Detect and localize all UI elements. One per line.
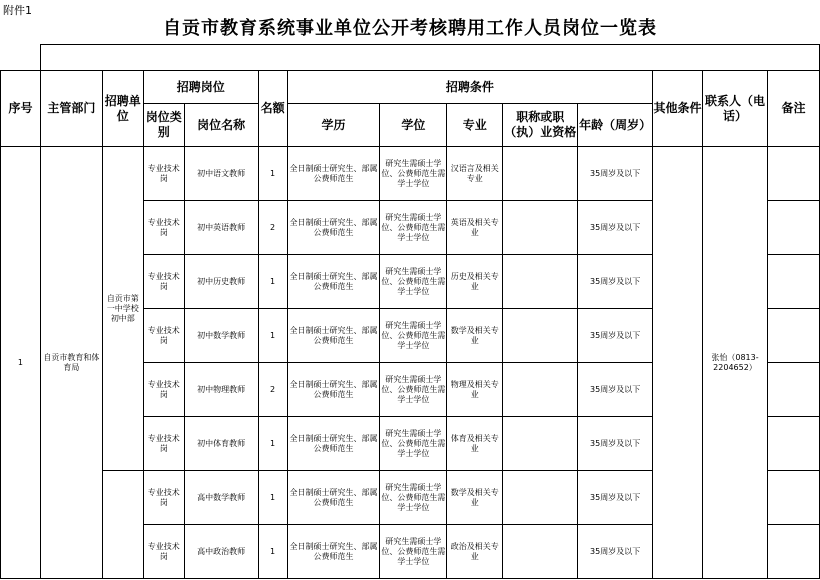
cell-pos-name: 高中政治教师 bbox=[184, 525, 258, 579]
cell-degree: 研究生需硕士学位、公费师范生需学士学位 bbox=[380, 525, 447, 579]
table-row bbox=[1, 147, 820, 201]
cell-degree: 研究生需硕士学位、公费师范生需学士学位 bbox=[380, 309, 447, 363]
cell-major: 物理及相关专业 bbox=[447, 363, 503, 417]
cell-quota: 1 bbox=[258, 255, 287, 309]
cell-remarks bbox=[767, 147, 819, 201]
cell-degree: 研究生需硕士学位、公费师范生需学士学位 bbox=[380, 363, 447, 417]
cell-remarks bbox=[767, 417, 819, 471]
cell-age: 35周岁及以下 bbox=[578, 525, 653, 579]
cell-degree: 研究生需硕士学位、公费师范生需学士学位 bbox=[380, 201, 447, 255]
cell-pos-name: 初中物理教师 bbox=[184, 363, 258, 417]
header-major: 专业 bbox=[447, 104, 503, 147]
cell-title-qual bbox=[503, 147, 578, 201]
header-seq: 序号 bbox=[1, 71, 41, 147]
header-row-1 bbox=[1, 71, 820, 104]
cell-age: 35周岁及以下 bbox=[578, 147, 653, 201]
cell-education: 全日制硕士研究生、部属公费师范生 bbox=[287, 525, 380, 579]
spacer-row bbox=[1, 45, 820, 71]
cell-major: 数学及相关专业 bbox=[447, 471, 503, 525]
cell-pos-type: 专业技术岗 bbox=[143, 363, 184, 417]
cell-age: 35周岁及以下 bbox=[578, 363, 653, 417]
cell-age: 35周岁及以下 bbox=[578, 255, 653, 309]
cell-remarks bbox=[767, 363, 819, 417]
cell-pos-name: 高中数学教师 bbox=[184, 471, 258, 525]
cell-pos-type: 专业技术岗 bbox=[143, 201, 184, 255]
group-contact: 张怡（0813-2204652） bbox=[703, 147, 768, 579]
cell-pos-type: 专业技术岗 bbox=[143, 471, 184, 525]
annex-label: 附件1 bbox=[3, 4, 32, 17]
cell-pos-name: 初中语文教师 bbox=[184, 147, 258, 201]
cell-pos-type: 专业技术岗 bbox=[143, 309, 184, 363]
cell-remarks bbox=[767, 525, 819, 579]
header-remarks: 备注 bbox=[767, 71, 819, 147]
cell-education: 全日制硕士研究生、部属公费师范生 bbox=[287, 417, 380, 471]
cell-degree: 研究生需硕士学位、公费师范生需学士学位 bbox=[380, 417, 447, 471]
cell-education: 全日制硕士研究生、部属公费师范生 bbox=[287, 201, 380, 255]
cell-major: 数学及相关专业 bbox=[447, 309, 503, 363]
cell-other bbox=[653, 147, 703, 579]
header-age: 年龄（周岁） bbox=[578, 104, 653, 147]
cell-education: 全日制硕士研究生、部属公费师范生 bbox=[287, 255, 380, 309]
cell-degree: 研究生需硕士学位、公费师范生需学士学位 bbox=[380, 255, 447, 309]
cell-remarks bbox=[767, 309, 819, 363]
cell-quota: 1 bbox=[258, 309, 287, 363]
group-unit: 自贡市第一中学校初中部 bbox=[102, 147, 143, 471]
cell-pos-name: 初中数学教师 bbox=[184, 309, 258, 363]
cell-remarks bbox=[767, 255, 819, 309]
cell-age: 35周岁及以下 bbox=[578, 417, 653, 471]
cell-quota: 1 bbox=[258, 147, 287, 201]
cell-pos-type: 专业技术岗 bbox=[143, 255, 184, 309]
header-education: 学历 bbox=[287, 104, 380, 147]
cell-major: 英语及相关专业 bbox=[447, 201, 503, 255]
cell-degree: 研究生需硕士学位、公费师范生需学士学位 bbox=[380, 147, 447, 201]
cell-education: 全日制硕士研究生、部属公费师范生 bbox=[287, 471, 380, 525]
cell-major: 汉语言及相关专业 bbox=[447, 147, 503, 201]
header-pos-name: 岗位名称 bbox=[184, 104, 258, 147]
cell-title-qual bbox=[503, 201, 578, 255]
positions-table bbox=[0, 44, 820, 579]
header-title-qual: 职称或职（执）业资格 bbox=[503, 104, 578, 147]
cell-age: 35周岁及以下 bbox=[578, 471, 653, 525]
cell-title-qual bbox=[503, 255, 578, 309]
page-title: 自贡市教育系统事业单位公开考核聘用工作人员岗位一览表 bbox=[163, 18, 657, 39]
cell-pos-name: 初中英语教师 bbox=[184, 201, 258, 255]
header-positions: 招聘岗位 bbox=[143, 71, 258, 104]
cell-title-qual bbox=[503, 309, 578, 363]
cell-title-qual bbox=[503, 363, 578, 417]
group-dept: 自贡市教育和体育局 bbox=[40, 147, 102, 579]
cell-title-qual bbox=[503, 417, 578, 471]
cell-quota: 2 bbox=[258, 363, 287, 417]
header-other: 其他条件 bbox=[653, 71, 703, 147]
header-unit: 招聘单位 bbox=[102, 71, 143, 147]
cell-pos-name: 初中体育教师 bbox=[184, 417, 258, 471]
group-seq: 1 bbox=[1, 147, 41, 579]
cell-education: 全日制硕士研究生、部属公费师范生 bbox=[287, 309, 380, 363]
cell-pos-type: 专业技术岗 bbox=[143, 525, 184, 579]
header-conditions: 招聘条件 bbox=[287, 71, 653, 104]
cell-major: 历史及相关专业 bbox=[447, 255, 503, 309]
cell-age: 35周岁及以下 bbox=[578, 201, 653, 255]
cell-education: 全日制硕士研究生、部属公费师范生 bbox=[287, 147, 380, 201]
cell-major: 体育及相关专业 bbox=[447, 417, 503, 471]
cell-quota: 2 bbox=[258, 201, 287, 255]
cell-quota: 1 bbox=[258, 471, 287, 525]
cell-degree: 研究生需硕士学位、公费师范生需学士学位 bbox=[380, 471, 447, 525]
header-degree: 学位 bbox=[380, 104, 447, 147]
cell-title-qual bbox=[503, 471, 578, 525]
cell-remarks bbox=[767, 201, 819, 255]
group-unit-continued bbox=[102, 471, 143, 579]
cell-quota: 1 bbox=[258, 417, 287, 471]
header-pos-type: 岗位类别 bbox=[143, 104, 184, 147]
cell-pos-type: 专业技术岗 bbox=[143, 417, 184, 471]
cell-age: 35周岁及以下 bbox=[578, 309, 653, 363]
cell-major: 政治及相关专业 bbox=[447, 525, 503, 579]
cell-education: 全日制硕士研究生、部属公费师范生 bbox=[287, 363, 380, 417]
header-quota: 名额 bbox=[258, 71, 287, 147]
header-dept: 主管部门 bbox=[40, 71, 102, 147]
cell-title-qual bbox=[503, 525, 578, 579]
cell-pos-name: 初中历史教师 bbox=[184, 255, 258, 309]
cell-pos-type: 专业技术岗 bbox=[143, 147, 184, 201]
header-contact: 联系人（电话） bbox=[703, 71, 768, 147]
cell-quota: 1 bbox=[258, 525, 287, 579]
cell-remarks bbox=[767, 471, 819, 525]
